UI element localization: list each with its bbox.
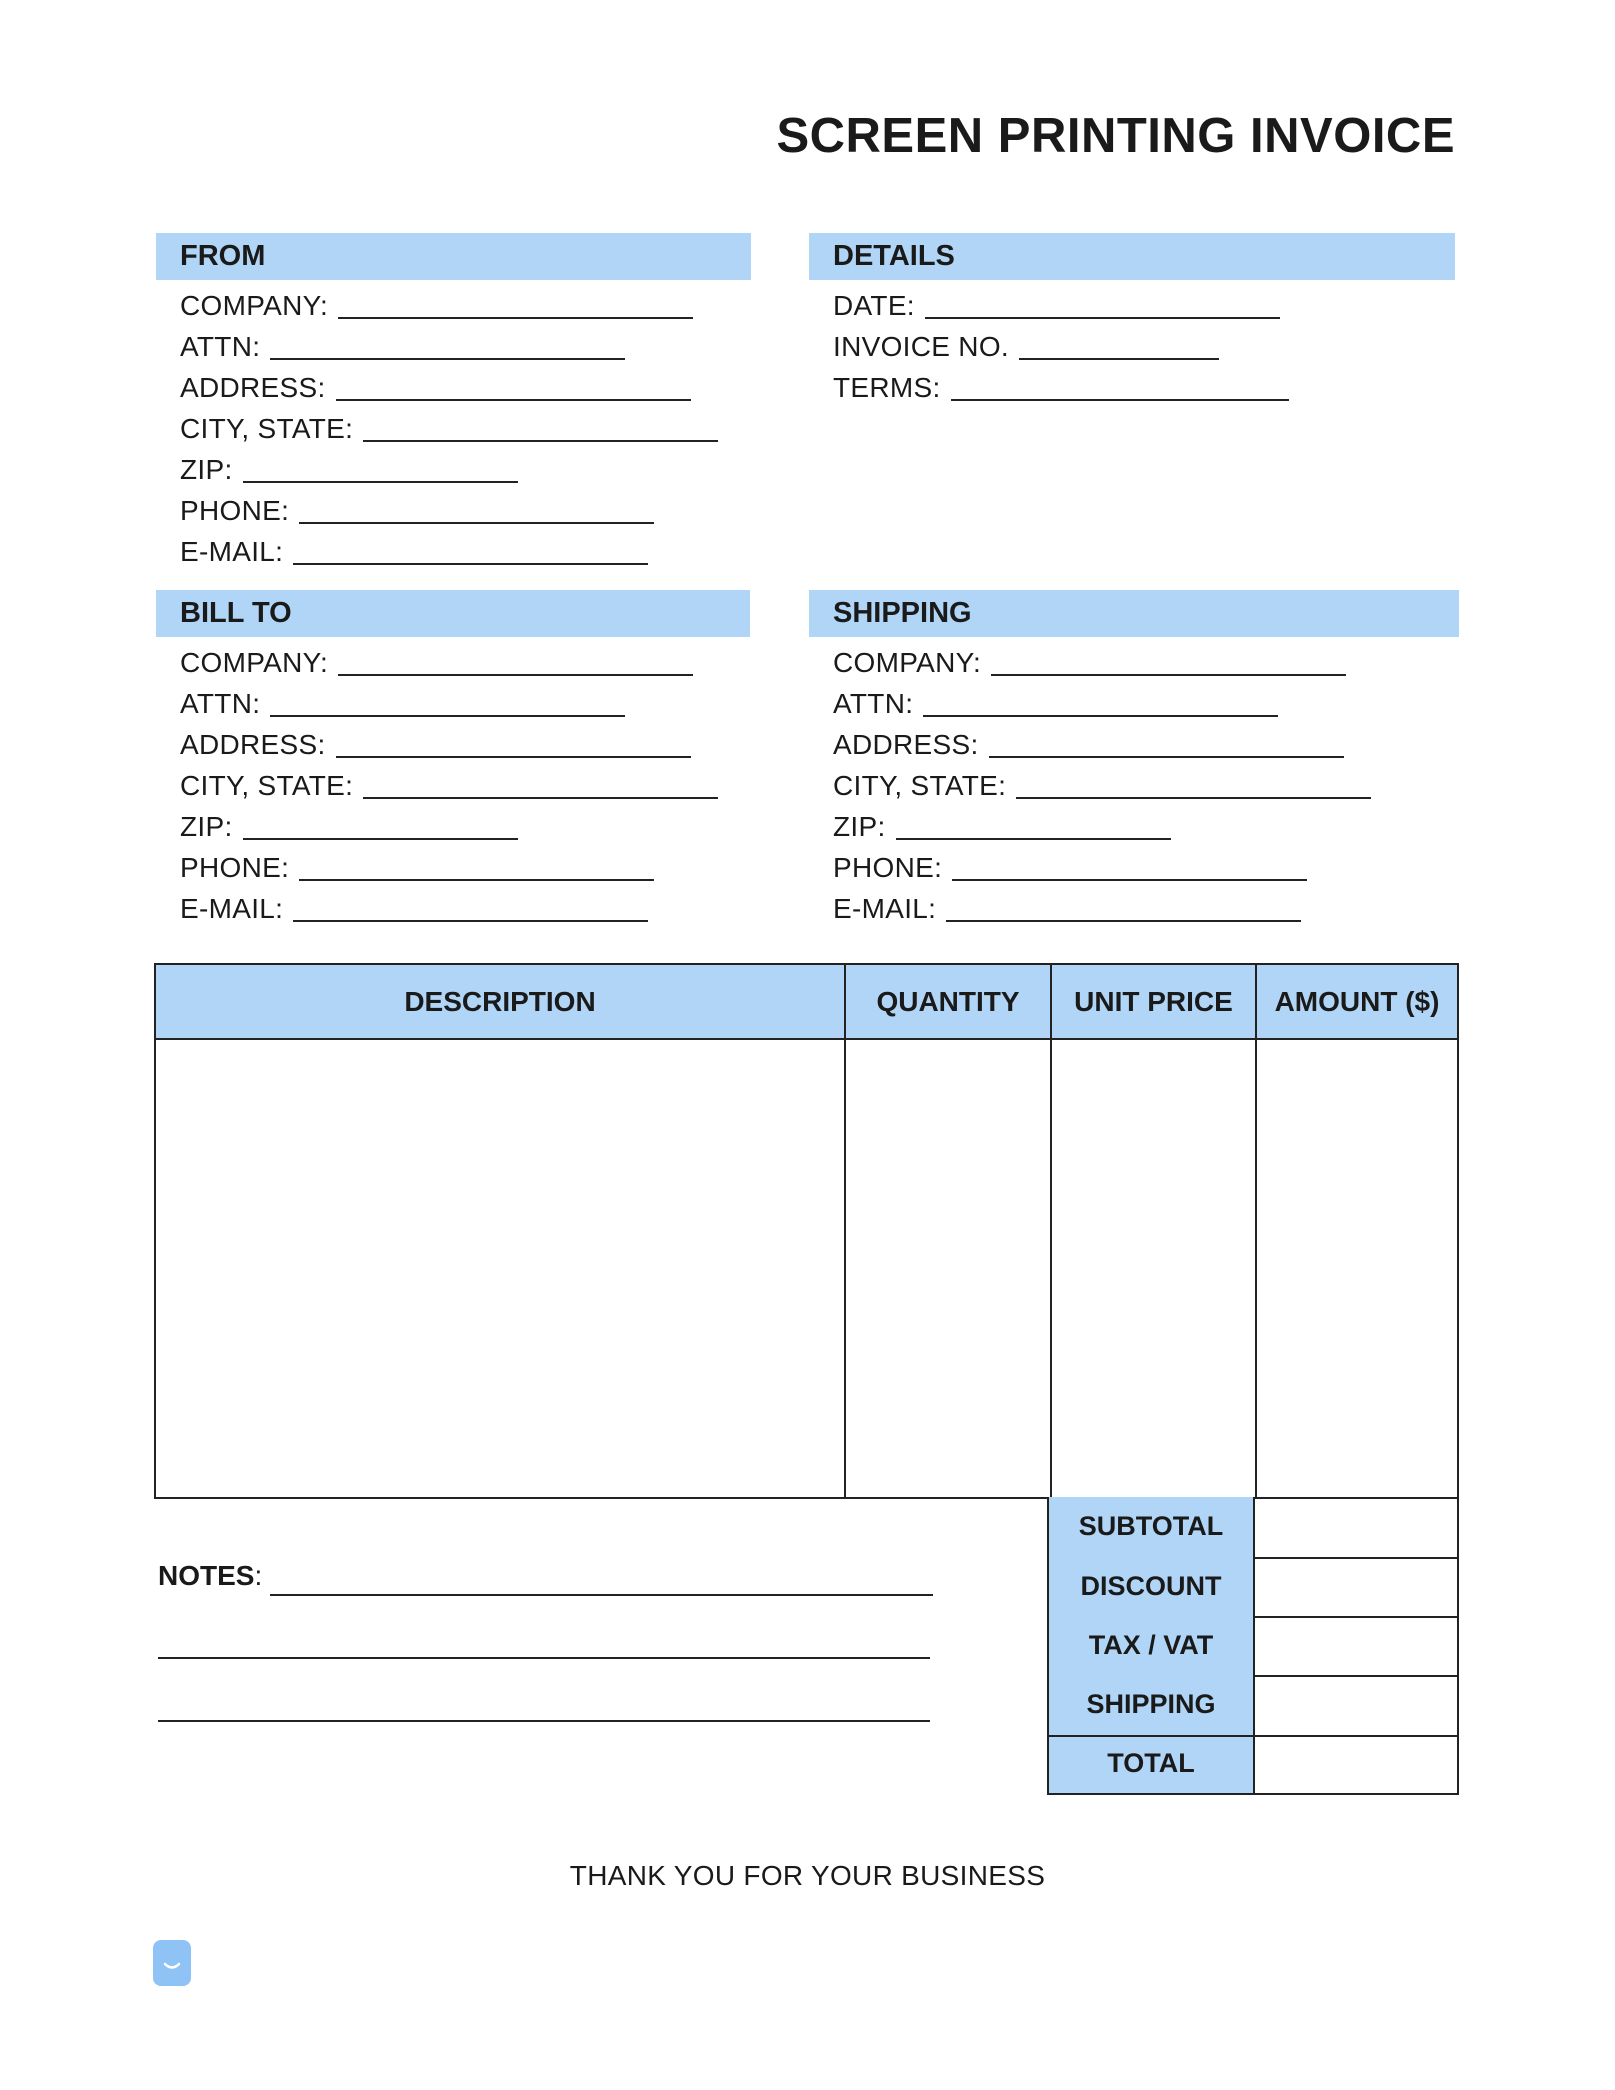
from-company-field[interactable] [338,317,693,319]
field-label: ZIP: [180,454,233,485]
from-header: FROM [156,233,751,280]
field-label: CITY, STATE: [180,770,354,801]
field-label: PHONE: [180,495,290,526]
bill-to-city-state-field[interactable] [363,797,718,799]
total-value-cell[interactable] [1255,1737,1457,1793]
field-label: E-MAIL: [833,893,937,924]
thank-you-message: THANK YOU FOR YOUR BUSINESS [569,1860,1046,1891]
amount-column[interactable] [1255,965,1457,1497]
subtotal-label: SUBTOTAL [1078,1511,1224,1541]
bill-to-city-state-row [180,762,750,803]
tax-vat-value-cell[interactable] [1255,1618,1457,1675]
shipping-value-cell[interactable] [1255,1677,1457,1735]
from-address-field[interactable] [336,399,691,401]
from-city-state-field[interactable] [363,440,718,442]
shipping-attn-field[interactable] [923,715,1278,717]
quantity-column[interactable] [844,965,1050,1497]
notes-line-3[interactable] [158,1720,930,1722]
items-table [154,963,1459,1499]
notes-line-2[interactable] [158,1657,930,1659]
shipping-attn-row [833,680,1459,721]
amount-header: AMOUNT ($) [1257,965,1457,1040]
total-divider [1049,1735,1253,1737]
shipping-city-state-field[interactable] [1016,797,1371,799]
shipping-zip-field[interactable] [896,838,1171,840]
bill-to-address-field[interactable] [336,756,691,758]
field-label: COMPANY: [180,647,329,678]
discount-label: DISCOUNT [1080,1571,1222,1601]
bill-to-section [156,590,750,926]
shipping-section [809,590,1459,926]
bill-to-attn-field[interactable] [270,715,625,717]
from-email-field[interactable] [293,563,648,565]
field-label: COMPANY: [180,290,329,321]
field-label: ATTN: [180,331,261,362]
from-attn-row [180,323,751,364]
shipping-company-row [833,639,1459,680]
discount-value-cell[interactable] [1255,1559,1457,1616]
totals-block [1047,1497,1459,1795]
bill-to-company-field[interactable] [338,674,693,676]
field-label: ZIP: [180,811,233,842]
shipping-zip-row [833,803,1459,844]
details-terms-row [833,364,1455,405]
field-label: PHONE: [833,852,943,883]
shipping-header: SHIPPING [809,590,1459,637]
shipping-city-state-row [833,762,1459,803]
notes-line-1[interactable] [270,1594,933,1596]
shipping-email-row [833,885,1459,926]
field-label: ATTN: [180,688,261,719]
field-label: ADDRESS: [833,729,979,760]
from-address-row [180,364,751,405]
field-label: E-MAIL: [180,893,284,924]
bill-to-phone-field[interactable] [299,879,654,881]
bill-to-address-row [180,721,750,762]
totals-values [1253,1497,1459,1795]
subtotal-value-cell[interactable] [1255,1497,1457,1557]
from-email-row [180,528,751,569]
shipping-address-row [833,721,1459,762]
shipping-address-field[interactable] [989,756,1344,758]
field-label: INVOICE NO. [833,331,1009,362]
bill-to-zip-field[interactable] [243,838,518,840]
bill-to-email-row [180,885,750,926]
bill-to-email-field[interactable] [293,920,648,922]
totals-labels [1047,1497,1253,1795]
tax-vat-label: TAX / VAT [1088,1630,1214,1660]
terms-field[interactable] [951,399,1289,401]
description-column[interactable] [156,965,844,1497]
from-phone-row [180,487,751,528]
date-field[interactable] [925,317,1280,319]
details-invoice-no-row [833,323,1455,364]
bill-to-header: BILL TO [156,590,750,637]
from-section [156,233,751,569]
bill-to-zip-row [180,803,750,844]
field-label: DATE: [833,290,915,321]
field-label: ADDRESS: [180,729,326,760]
field-label: E-MAIL: [180,536,284,567]
field-label: COMPANY: [833,647,982,678]
shipping-label: SHIPPING [1086,1689,1216,1719]
bill-to-attn-row [180,680,750,721]
details-section [809,233,1455,405]
field-label: ATTN: [833,688,914,719]
quantity-header: QUANTITY [846,965,1050,1040]
notes-section [158,1560,262,1592]
shipping-company-field[interactable] [991,674,1346,676]
from-phone-field[interactable] [299,522,654,524]
notes-label-text: NOTES [158,1560,255,1591]
shipping-email-field[interactable] [946,920,1301,922]
field-label: ADDRESS: [180,372,326,403]
from-zip-row [180,446,751,487]
field-label: CITY, STATE: [180,413,354,444]
field-label: CITY, STATE: [833,770,1007,801]
total-label: TOTAL [1107,1748,1195,1778]
from-company-row [180,282,751,323]
shipping-phone-row [833,844,1459,885]
smile-logo-icon [153,1940,191,1986]
shipping-phone-field[interactable] [952,879,1307,881]
bill-to-phone-row [180,844,750,885]
description-header: DESCRIPTION [156,965,844,1040]
unit-price-header: UNIT PRICE [1052,965,1255,1040]
invoice-number-field[interactable] [1019,358,1219,360]
unit-price-column[interactable] [1050,965,1255,1497]
from-zip-field[interactable] [243,481,518,483]
bill-to-company-row [180,639,750,680]
from-city-state-row [180,405,751,446]
field-label: TERMS: [833,372,941,403]
from-attn-field[interactable] [270,358,625,360]
field-label: ZIP: [833,811,886,842]
field-label: PHONE: [180,852,290,883]
details-header: DETAILS [809,233,1455,280]
notes-label: NOTES: [158,1560,263,1591]
details-date-row [833,282,1455,323]
invoice-title: SCREEN PRINTING INVOICE [776,109,1455,163]
